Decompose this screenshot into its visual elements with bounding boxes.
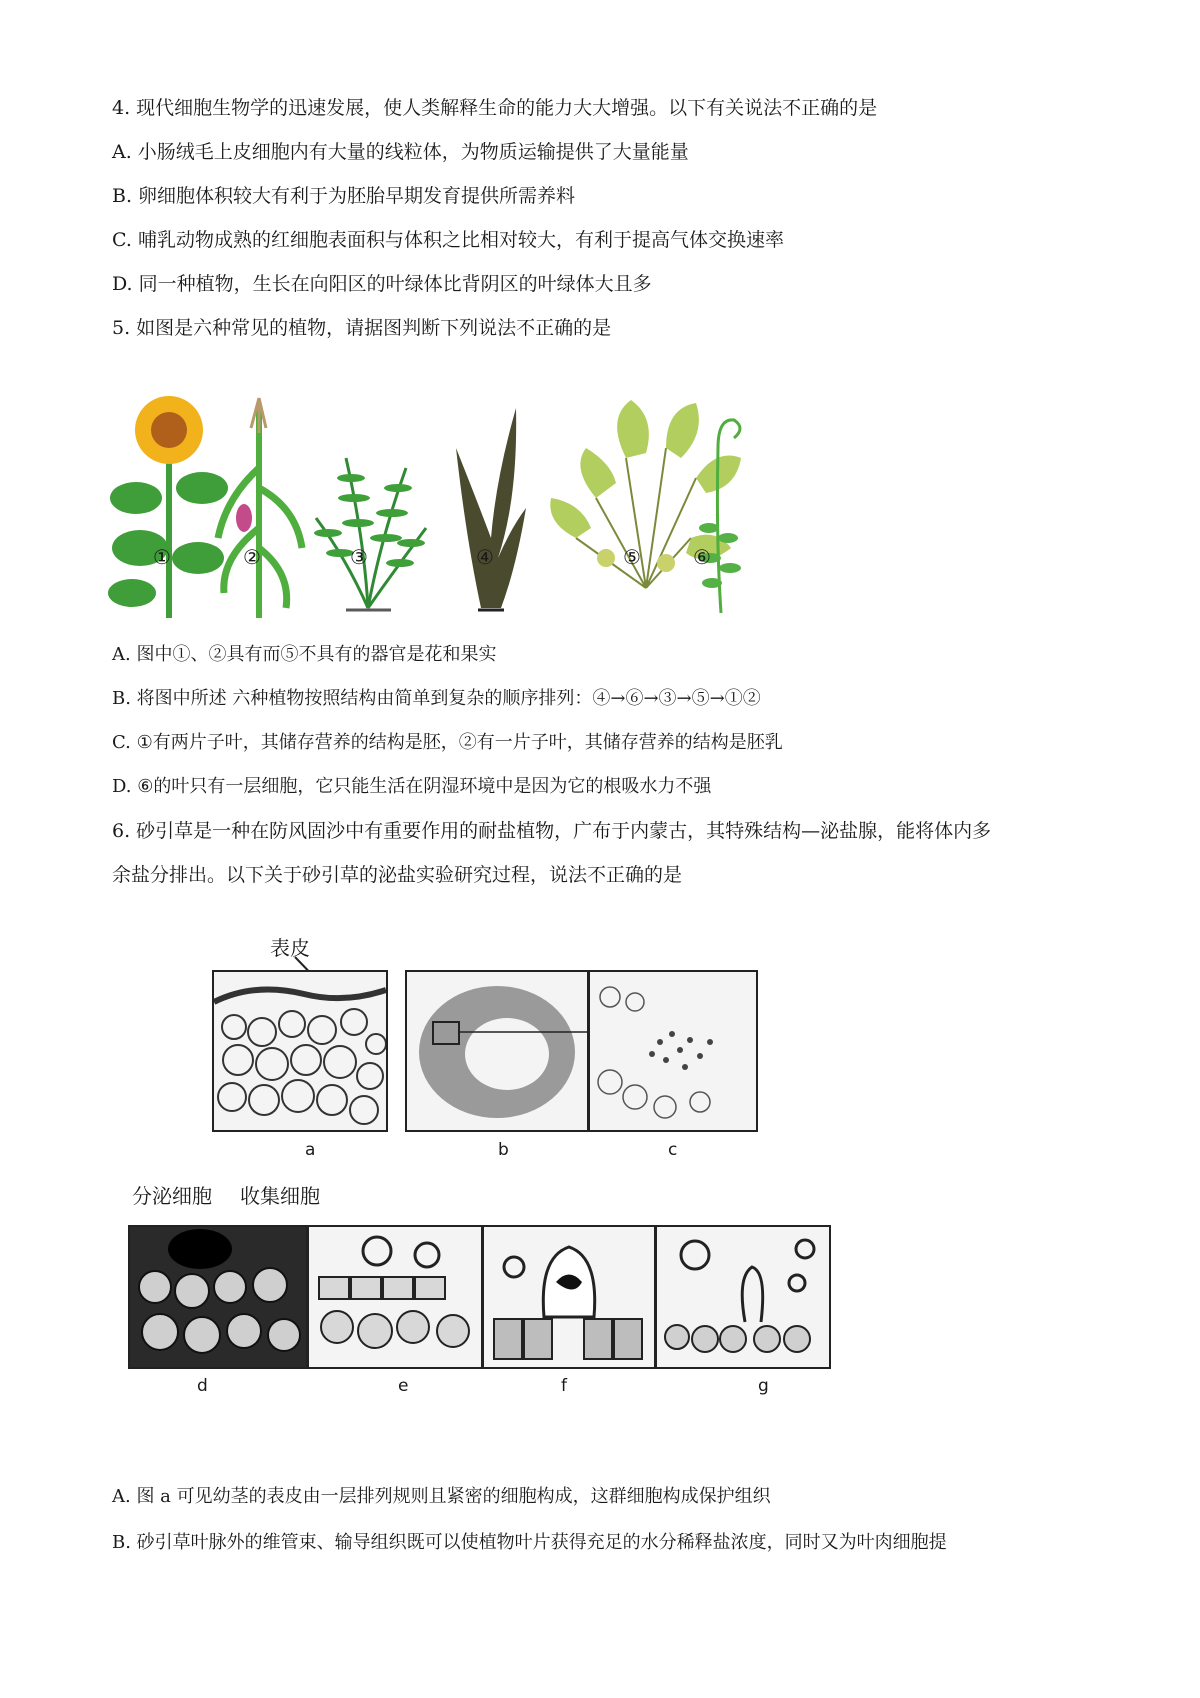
q5-option-a: A. 图中①、②具有而⑤不具有的器官是花和果实 — [112, 644, 497, 665]
micrograph-label-c: c — [668, 1140, 678, 1160]
q6-stem-line1: 6. 砂引草是一种在防风固沙中有重要作用的耐盐植物，广布于内蒙古，其特殊结构—泌盐腺，能将体内多 — [112, 820, 992, 842]
q4-option-c: C. 哺乳动物成熟的红细胞表面积与体积之比相对较大，有利于提高气体交换速率 — [112, 229, 784, 251]
micrograph-label-e: e — [398, 1376, 409, 1396]
q5-option-c: C. ①有两片子叶，其储存营养的结构是胚，②有一片子叶，其储存营养的结构是胚乳 — [112, 732, 783, 753]
q4-option-d: D. 同一种植物，生长在向阳区的叶绿体比背阴区的叶绿体大且多 — [112, 273, 652, 295]
plants-drawing — [106, 388, 806, 628]
sunflower-plant — [108, 396, 228, 618]
micrograph-a-cells — [214, 972, 386, 1130]
q4-option-a: A. 小肠绒毛上皮细胞内有大量的线粒体，为物质运输提供了大量能量 — [112, 141, 689, 163]
q6-option-a: A. 图 a 可见幼茎的表皮由一层排列规则且紧密的细胞构成，这群细胞构成保护组织 — [112, 1486, 771, 1507]
micrograph-label-g: g — [758, 1376, 769, 1396]
q4-option-b: B. 卵细胞体积较大有利于为胚胎早期发育提供所需养料 — [112, 185, 576, 207]
q5-stem: 5. 如图是六种常见的植物，请据图判断下列说法不正确的是 — [112, 317, 612, 339]
fern-plant — [314, 458, 426, 610]
micrograph-e — [307, 1225, 483, 1369]
kelp-plant — [456, 408, 526, 610]
micrograph-d — [128, 1225, 308, 1369]
plant-label-4: ④ — [476, 545, 494, 569]
plant-label-3: ③ — [350, 545, 368, 569]
micrograph-label-d: d — [197, 1376, 208, 1396]
q6-stem-line2: 余盐分排出。以下关于砂引草的泌盐实验研究过程，说法不正确的是 — [112, 864, 683, 886]
micrograph-b — [405, 970, 589, 1132]
q4-stem: 4. 现代细胞生物学的迅速发展，使人类解释生命的能力大大增强。以下有关说法不正确的是 — [112, 97, 878, 119]
micrograph-f — [482, 1225, 656, 1369]
micrograph-e-cells — [309, 1227, 481, 1367]
secretory-cell-annotation: 分泌细胞 — [132, 1184, 212, 1208]
q6-option-b: B. 砂引草叶脉外的维管束、输导组织既可以使植物叶片获得充足的水分稀释盐浓度，同时又为叶肉细胞提 — [112, 1532, 947, 1553]
micrograph-g — [655, 1225, 831, 1369]
collecting-cell-annotation: 收集细胞 — [240, 1184, 320, 1208]
micrograph-label-f: f — [561, 1376, 567, 1396]
moss-plant — [699, 420, 741, 613]
corn-plant — [218, 398, 302, 618]
micrograph-label-a: a — [305, 1140, 316, 1160]
micrograph-c-cells — [590, 972, 756, 1130]
micrograph-b-section — [407, 972, 587, 1130]
epidermis-annotation: 表皮 — [270, 936, 310, 960]
plant-label-2: ② — [243, 545, 261, 569]
q5-option-b: B. 将图中所述 六种植物按照结构由简单到复杂的顺序排列：④→⑥→③→⑤→①② — [112, 688, 761, 709]
micrograph-f-cells — [484, 1227, 654, 1367]
micrograph-d-cells — [130, 1227, 306, 1367]
micrograph-g-cells — [657, 1227, 829, 1367]
plant-label-5: ⑤ — [623, 545, 641, 569]
plant-label-1: ① — [153, 545, 171, 569]
micrograph-a — [212, 970, 388, 1132]
plant-label-6: ⑥ — [693, 545, 711, 569]
micrograph-label-b: b — [498, 1140, 509, 1160]
plants-figure — [106, 388, 806, 628]
micrograph-c — [588, 970, 758, 1132]
q5-option-d: D. ⑥的叶只有一层细胞，它只能生活在阴湿环境中是因为它的根吸水力不强 — [112, 776, 712, 797]
